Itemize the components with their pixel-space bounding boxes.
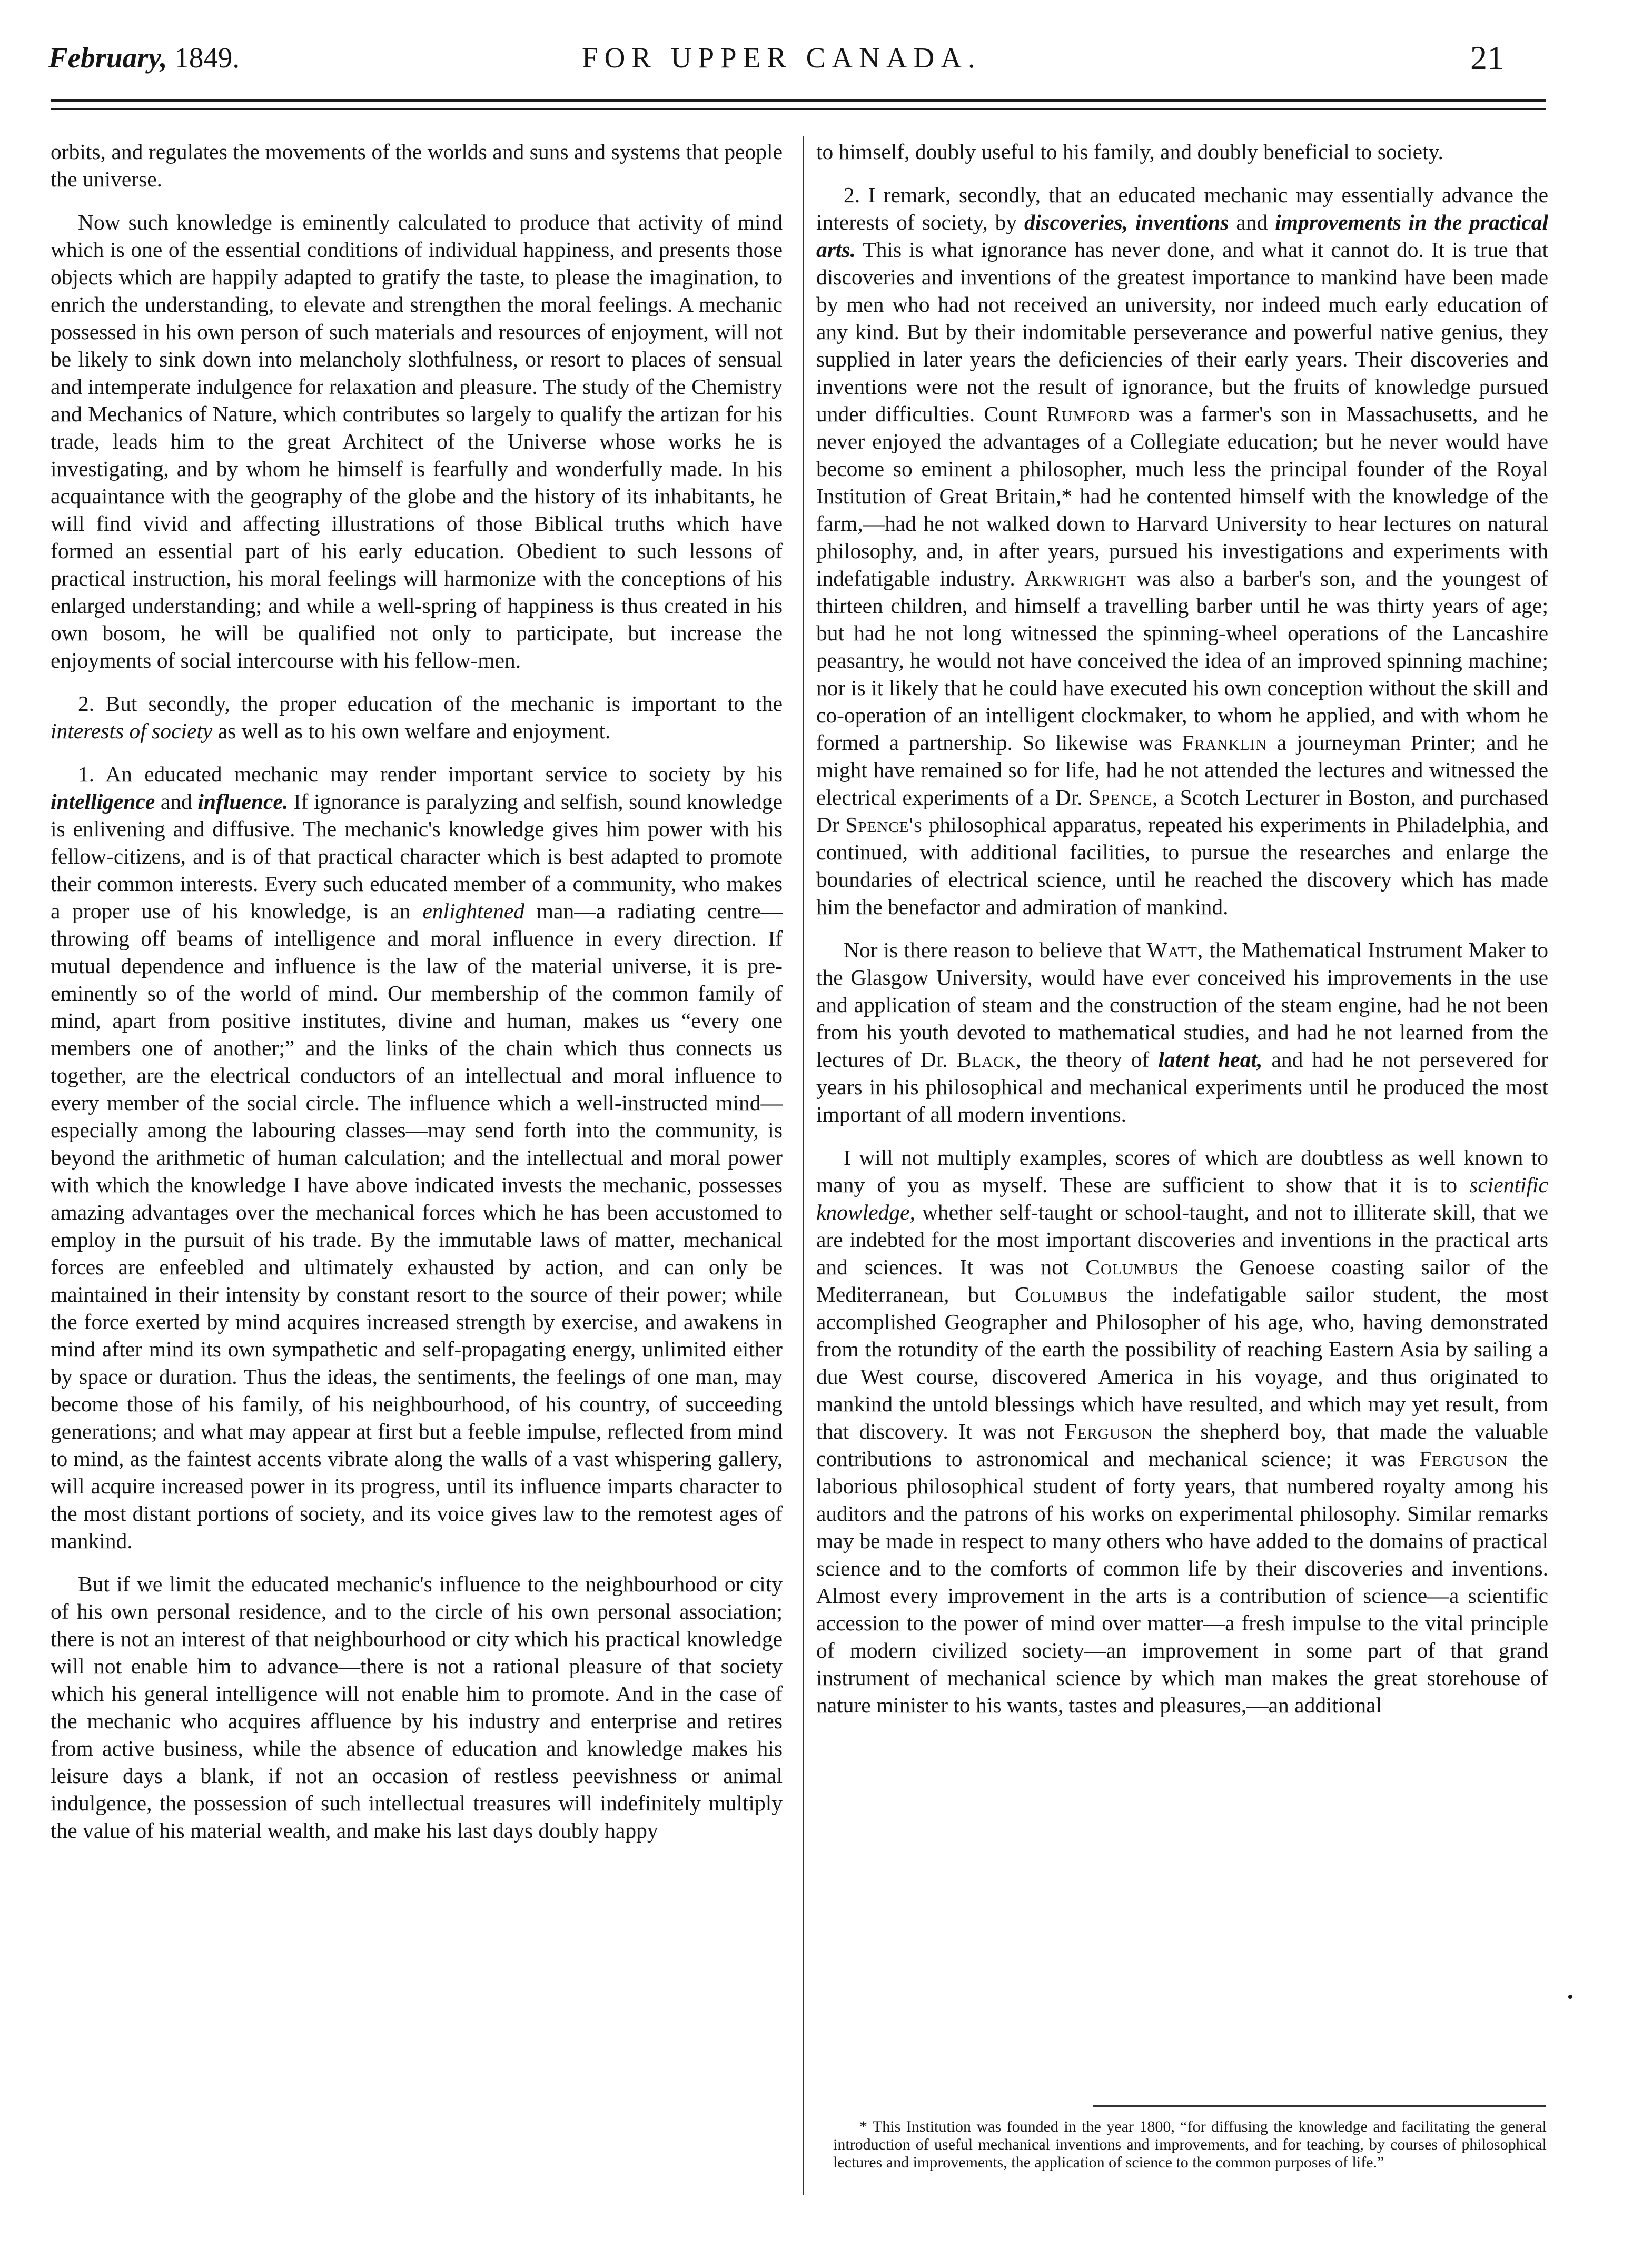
text-run: 2. But secondly, the proper education of the mechanic is important to the [78, 691, 783, 716]
text-run: the indefatigable sailor student, the most accomplished Geographer and Philosopher of his age, who, having demonstrated from the rotundity of the earth the possibility of reaching Eastern Asia by sailing a due West course, discovered America in his voyage, and thus originated to mankind the untold blessings which have resulted, and which may yet result, from that discovery. It was not [816, 1282, 1549, 1443]
emphasis: influence. [197, 789, 289, 814]
text-run: was also a barber's son, and the youngest of thirteen children, and himself a travelling barber until he was thirty years of age; but had he not long witnessed the spinning-wheel operations of the Lancashire peasantry, he would not have conceived the idea of an improved spinning machine; nor is it likely that he could have executed his own conception without the skill and co-operation of an intelligent clockmaker, to whom he applied, and with whom he formed a partnership. So likewise was [816, 566, 1548, 755]
paragraph [816, 936, 1548, 1128]
name-small-caps: Spence, [1088, 785, 1159, 809]
emphasis: discoveries, inventions [1024, 210, 1229, 234]
text-run: Nor is there reason to believe that [844, 938, 1147, 962]
paragraph: orbits, and regulates the movements of the worlds and suns and systems that people the universe. [51, 140, 783, 191]
name-small-caps: Arkwright [1024, 566, 1127, 590]
text-run: man—a radiating centre—throwing off beams of intelligence and moral influence in every direction. If mutual dependence and influence is the law of the material universe, it is pre-eminently so of the world of mind. Our membership of the common family of mind, apart from positive institutes, divine and human, makes us “every one members one of another;” and the links of the chain which thus connects us together, are the electrical conductors of an intellectual and moral influence to every member of the social circle. The influence which a well-instructed mind—especially among the labouring classes—may send forth into the community, is beyond the arithmetic of human calculation; and the intellectual and moral power with which the knowledge I have above indicated invests the mechanic, possesses amazing advantages over the mechanical forces which he has been accustomed to employ in the pursuit of his trade. By the immutable laws of matter, mechanical forces are enfeebled and ultimately exhausted by action, and can only be maintained in their intensity by constant resort to the source of their power; while the force exerted by mind acquires increased strength by exercise, and awakens in mind after mind its own sympathetic and self-propagating energy, unlimited either by space or duration. Thus the ideas, the sentiments, the feelings of one man, may become those of his family, of his neighbourhood, of his country, of succeeding generations; and what may appear at first but a feeble impulse, reflected from mind to mind, as the faintest accents vibrate along the walls of a vast whispering gallery, will acquire increased power in its progress, until its influence imparts character to the most distant portions of society, and its voice gives law to the remotest ages of mankind. [51, 899, 783, 1553]
paragraph: Now such knowledge is eminently calculated to produce that activity of mind which is one of the essential conditions of individual happiness, and presents those objects which are happily adapted to gratify the taste, to please the imagination, to enrich the understanding, to elevate and strengthen the moral feelings. A mechanic possessed in his own person of such materials and resources of enjoyment, will not be likely to sink down into melancholy slothfulness, or resort to places of sensual and intemperate indulgence for relaxation and pleasure. The study of the Chemistry and Mechanics of Nature, which contributes so largely to qualify the artizan for his trade, leads him to the great Architect of the Universe whose works he is investigating, and by whom he himself is fearfully and wonderfully made. In his acquaintance with the geography of the globe and the history of its inhabitants, he will find vivid and affecting illustrations of those Biblical truths which have formed an essential part of his early education. Obedient to such lessons of practical instruction, his moral feelings will harmonize with the conceptions of his enlarged understanding; and while a well-spring of happiness is thus created in his own bosom, he will be qualified not only to participate, but increase the enjoyments of social intercourse with his fellow-men. [51, 210, 783, 672]
running-head-title: FOR UPPER CANADA. [582, 42, 982, 74]
footnote-rule [1093, 2105, 1546, 2107]
name-small-caps: Ferguson [1419, 1447, 1508, 1471]
text-run: whether self-taught or school-taught, and not to illiterate skill, that we are indebted for the most important discoveries and inventions in the practical arts and sciences. It was not [816, 1200, 1548, 1279]
header-rule-thin [51, 108, 1546, 110]
paragraph [51, 690, 783, 745]
footnote: * This Institution was founded in the year 1800, “for diffusing the knowledge and facilitating the general introduction of useful mechanical inventions and improvements, and for teaching, by courses of philosophical lectures and improvements, the application of science to the common purposes of life.” [833, 2118, 1547, 2171]
emphasis: enlightened [422, 899, 524, 923]
text-run: the laborious philosophical student of forty years, that numbered royalty among his auditors and the patrons of his works on experimental philosophy. Similar remarks may be made in respect to many others who have added to the domains of practical science and to the comforts of common life by their discoveries and inventions. Almost every improvement in the arts is a contribution of science—a scientific accession to the power of mind over matter—a fresh impulse to the vital principle of modern civilized society—an improvement in some part of that grand instrument of mechanical science by which man makes the great storehouse of nature minister to his wants, tastes and pleasures,—an additional [816, 1447, 1548, 1717]
margin-bullet-mark: • [1567, 1987, 1573, 2007]
column-divider [803, 136, 804, 2195]
emphasis: improvements in the practical arts. [816, 210, 1548, 262]
paragraph [816, 1144, 1548, 1719]
text-run: 2. I remark, secondly, that an educated mechanic may essentially advance the interests of society, by [816, 183, 1548, 234]
text-run: was a farmer's son in Massachusetts, and he never enjoyed the advantages of a Collegiate education; but he never would have become so eminent a philosopher, much less the principal founder of the Royal Institution of Great Britain,* had he contented himself with the knowledge of the farm,—had he not walked down to Harvard University to hear lectures on natural philosophy, and, in after years, pursued his investigations and experiments with indefatigable industry. [816, 402, 1548, 590]
emphasis: intelligence [51, 789, 155, 814]
left-column [51, 138, 783, 1860]
name-small-caps: Ferguson [1064, 1419, 1153, 1443]
paragraph: to himself, doubly useful to his family, and doubly beneficial to society. [816, 140, 1443, 164]
name-small-caps: Columbus [1085, 1255, 1179, 1279]
name-small-caps: Spence's [845, 813, 923, 837]
emphasis: interests of society [51, 719, 213, 743]
name-small-caps: Rumford [1046, 402, 1130, 426]
emphasis: scientific knowledge, [816, 1173, 1548, 1224]
name-small-caps: Watt, [1146, 938, 1204, 962]
text-run: as well as to his own welfare and enjoyment. [212, 719, 611, 743]
text-run: the Genoese coasting sailor of the Mediterranean, but [816, 1255, 1548, 1306]
name-small-caps: Columbus [1014, 1282, 1109, 1306]
text-run: 1. An educated mechanic may render important service to society by his [78, 762, 783, 786]
paragraph: But if we limit the educated mechanic's influence to the neighbourhood or city of his own personal residence, and to the circle of his own personal association; there is not an interest of that neighbourhood or city which his practical knowledge will not enable him to advance—there is not a rational pleasure of that society which his general intelligence will not enable him to promote. And in the case of the mechanic who acquires affluence by his industry and enterprise and retires from active business, while the absence of education and knowledge makes his leisure days a blank, if not an occasion of restless peevishness or animal indulgence, the possession of such intellectual treasures will indefinitely multiply the value of his material wealth, and make his last days doubly happy [51, 1572, 783, 1843]
paragraph [51, 760, 783, 1554]
text-run: and had he not persevered for years in his philosophical and mechanical experiments until he produced the most important of all modern inventions. [816, 1047, 1548, 1126]
running-head-date [48, 41, 240, 75]
header-rule-thick [51, 99, 1546, 102]
emphasis: latent heat, [1158, 1047, 1263, 1072]
text-run: I will not multiply examples, scores of which are doubtless as well known to many of you as myself. These are sufficient to show that it is to [816, 1145, 1548, 1197]
page-number: 21 [1470, 39, 1504, 76]
text-run: a Scotch Lecturer in Boston, and purchased Dr [816, 785, 1548, 837]
text-run: the shepherd boy, that made the valuable contributions to astronomical and mechanical science; it was [816, 1419, 1548, 1471]
text-run: philosophical apparatus, repeated his experiments in Philadelphia, and continued, with additional facilities, to pursue the researches and enlarge the boundaries of electrical science, until he reached the discovery which has made him the benefactor and admiration of mankind. [816, 813, 1548, 919]
name-small-caps: Franklin [1182, 730, 1268, 755]
text-run: and [155, 789, 198, 814]
text-run: a journeyman Printer; and he might have remained so for life, had he not attended the lectures and witnessed the electrical experiments of a Dr. [816, 730, 1548, 809]
text-run: and [1229, 210, 1275, 234]
header-year: 1849. [174, 42, 240, 74]
right-column [816, 138, 1548, 1735]
text-run: This is what ignorance has never done, and what it cannot do. It is true that discoveries and inventions of the greatest importance to mankind have been made by men who had not received an university, nor indeed much early education of any kind. But by their indomitable perseverance and powerful native genius, they supplied in later years the deficiencies of their early years. Their discoveries and inventions were not the result of ignorance, but the fruits of knowledge pursued under difficulties. Count [816, 237, 1548, 426]
header-month: February, [48, 42, 167, 74]
paragraph [816, 181, 1548, 920]
text-run: If ignorance is paralyzing and selfish, sound knowledge is enlivening and diffusive. The mechanic's knowledge gives him power with his fellow-citizens, and is of that practical character which is best adapted to promote their common interests. Every such educated member of a community, who makes a proper use of his knowledge, is an [51, 789, 783, 923]
name-small-caps: Black, [956, 1047, 1022, 1072]
text-run: the Mathematical Instrument Maker to the Glasgow University, would have ever conceived his improvements in the use and application of steam and the construction of the steam engine, had he not been from his youth devoted to mathematical studies, and had he not learned from the lectures of Dr. [816, 938, 1548, 1072]
text-run: the theory of [1021, 1047, 1159, 1072]
